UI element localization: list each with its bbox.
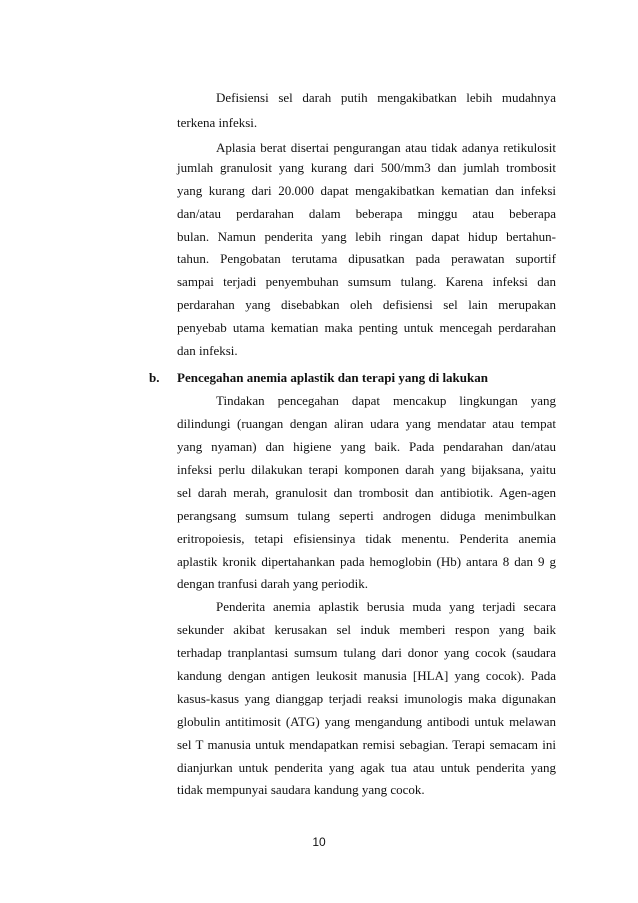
paragraph-2-line: dan/atau perdarahan dalam beberapa minggu atau beberapa [177, 206, 556, 221]
section-b-heading [149, 370, 488, 386]
paragraph-2-line: yang kurang dari 20.000 dapat mengakibatkan kematian dan infeksi [177, 183, 556, 198]
paragraph-4-line: kandung dengan antigen leukosit manusia [HLA] yang cocok). Pada [177, 668, 556, 683]
paragraph-3-line: infeksi perlu dilakukan terapi komponen darah yang bijaksana, yaitu [177, 462, 556, 477]
paragraph-2-line: perdarahan yang disebabkan oleh defisiensi sel lain merupakan [177, 297, 556, 312]
paragraph-1-line: terkena infeksi. [177, 115, 258, 130]
paragraph-4-line: kasus-kasus yang dianggap terjadi reaksi imunologis maka digunakan [177, 691, 556, 706]
page-number: 10 [312, 835, 326, 849]
paragraph-2-line: bulan. Namun penderita yang lebih ringan dapat hidup bertahun- [177, 229, 556, 244]
paragraph-3-line: dilindungi (ruangan dengan aliran udara yang mendatar atau tempat [177, 416, 556, 431]
paragraph-3-line: sel darah merah, granulosit dan trombosit dan antibiotik. Agen-agen [177, 485, 556, 500]
paragraph-2-line: sampai terjadi penyembuhan sumsum tulang. Karena infeksi dan [177, 274, 556, 289]
paragraph-2-line: jumlah granulosit yang kurang dari 500/mm3 dan jumlah trombosit [177, 160, 556, 175]
section-b-title: Pencegahan anemia aplastik dan terapi yang di lakukan [177, 370, 488, 385]
paragraph-2-line: Aplasia berat disertai pengurangan atau tidak adanya retikulosit [216, 140, 556, 155]
paragraph-1-line: Defisiensi sel darah putih mengakibatkan lebih mudahnya [216, 90, 556, 105]
paragraph-4-line: Penderita anemia aplastik berusia muda yang terjadi secara [216, 599, 556, 614]
paragraph-2-line: tahun. Pengobatan terutama dipusatkan pada perawatan suportif [177, 251, 556, 266]
paragraph-3-line: dengan tranfusi darah yang periodik. [177, 576, 368, 591]
paragraph-3-line: Tindakan pencegahan dapat mencakup lingkungan yang [216, 393, 556, 408]
paragraph-4-line: globulin antitimosit (ATG) yang mengandung antibodi untuk melawan [177, 714, 556, 729]
paragraph-2-line: dan infeksi. [177, 343, 238, 358]
paragraph-2-line: penyebab utama kematian maka penting untuk mencegah perdarahan [177, 320, 556, 335]
paragraph-4-line: terhadap tranplantasi sumsum tulang dari donor yang cocok (saudara [177, 645, 556, 660]
paragraph-3-line: yang nyaman) dan higiene yang baik. Pada pendarahan dan/atau [177, 439, 556, 454]
section-b-marker: b. [149, 370, 160, 385]
paragraph-4-line: sekunder akibat kerusakan sel induk memberi respon yang baik [177, 622, 556, 637]
paragraph-3-line: aplastik kronik dipertahankan pada hemoglobin (Hb) antara 8 dan 9 g [177, 554, 556, 569]
paragraph-4-line: tidak mempunyai saudara kandung yang cocok. [177, 782, 425, 797]
paragraph-4-line: sel T manusia untuk mendapatkan remisi sebagian. Terapi semacam ini [177, 737, 556, 752]
paragraph-4-line: dianjurkan untuk penderita yang agak tua atau untuk penderita yang [177, 760, 556, 775]
paragraph-3-line: eritropoiesis, tetapi efisiensinya tidak menentu. Penderita anemia [177, 531, 556, 546]
paragraph-3-line: perangsang sumsum tulang seperti androgen diduga menimbulkan [177, 508, 556, 523]
